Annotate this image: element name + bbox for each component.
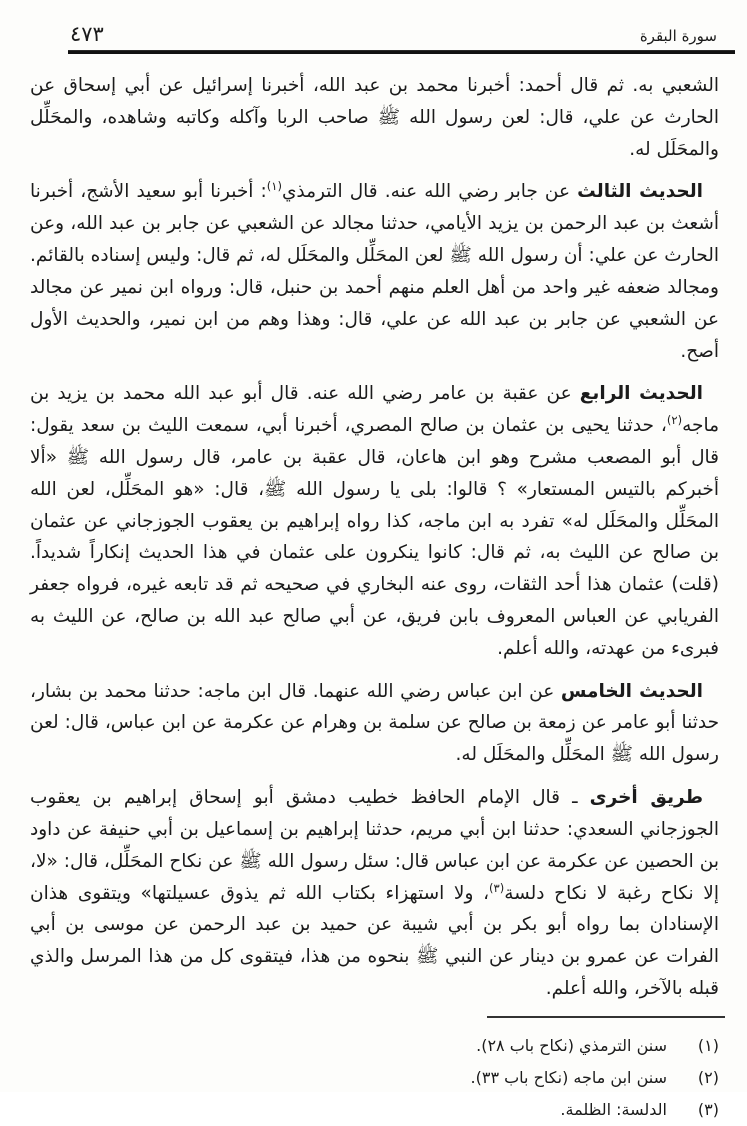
- paragraph-text: ، ولا استهزاء بكتاب الله ثم يذوق عسيلتها» ويتقوى هذان الإسنادان بما رواه أبو بكر بن أبي شيبة عن حميد بن عبد الرحمن عن موسى بن أبي الفرات عن عمرو بن دينار عن النبي ﷺ بنحوه من هذا، فيتقوى كل من هذا المرسل والذي قبله بالآخر، والله أعلم.: [30, 882, 719, 999]
- footnote-marker-1: (١): [266, 179, 282, 194]
- header-double-rule: [68, 50, 735, 54]
- footnote-number: (١): [697, 1035, 719, 1055]
- footnote-marker-3: (٣): [489, 880, 505, 895]
- paragraph-hadith-fourth: [30, 378, 719, 664]
- paragraph-hadith-fifth: [30, 676, 719, 771]
- hadith-lead: الحديث الثالث: [577, 181, 703, 203]
- paragraph-text: ـ قال الإمام الحافظ خطيب دمشق أبو إسحاق إبراهيم بن يعقوب الجوزجاني السعدي: حدثنا ابن أبي مريم، حدثنا إبراهيم بن إسماعيل بن أبي حنيفة عن داود بن الحصين عن عكرمة عن ابن عباس قال: سئل رسول الله ﷺ عن نكاح المحَلِّل، قال: «لا، إلا نكاح رغبة لا نكاح دلسة: [30, 787, 719, 904]
- paragraph-text: : أخبرنا أبو سعيد الأشج، أخبرنا أشعث بن عبد الرحمن بن يزيد الأيامي، حدثنا مجالد عن الشعبي عن جابر بن عبد الله، وعن الحارث عن علي: أن رسول الله ﷺ لعن المحَلِّل والمحَلَل له، ثم قال: وليس إسناده بالقائم. ومجالد ضعفه غير واحد من أهل العلم منهم أحمد بن حنبل، قال: ورواه ابن نمير عن مجالد عن الشعبي عن جابر بن عبد الله عن علي، قال: وهذا وهم من ابن نمير، والحديث الأول أصح.: [30, 181, 719, 362]
- paragraph-text: الشعبي به. ثم قال أحمد: أخبرنا محمد بن عبد الله، أخبرنا إسرائيل عن أبي إسحاق عن الحارث عن علي، قال: لعن رسول الله ﷺ صاحب الربا وآكله وكاتبه وشاهده، والمحَلِّل والمحَلَل له.: [30, 75, 719, 160]
- paragraph-text: ، حدثنا يحيى بن عثمان بن صالح المصري، أخبرنا أبي، سمعت الليث بن سعد يقول: قال أبو المصعب مشرح وهو ابن هاعان، قال عقبة بن عامر، قال رسول الله ﷺ «ألا أخبركم بالتيس المستعار» ؟ قالوا: بلى يا رسول الله ﷺ، قال: «هو المحَلِّل، لعن الله المحَلِّل والمحَلَل له» تفرد به ابن ماجه، كذا رواه إبراهيم بن يعقوب الجوزجاني عن عثمان بن صالح عن الليث به، ثم قال: كانوا ينكرون على عثمان في هذا الحديث إنكاراً شديداً. (قلت) عثمان هذا أحد الثقات، روى عنه البخاري في صحيحه ثم قد تابعه غيره، فرواه جعفر الفريابي عن العباس المعروف بابن فريق، عن أبي صالح عبد الله بن صالح، عن الليث به فبرىء من عهدته، والله أعلم.: [30, 415, 719, 659]
- footnote-text: الدلسة: الظلمة.: [560, 1099, 667, 1119]
- footnote-row: [30, 1094, 719, 1126]
- hadith-lead: الحديث الرابع: [579, 383, 703, 405]
- footnote-text: سنن ابن ماجه (نكاح باب ٣٣).: [470, 1067, 667, 1087]
- page-header: [30, 24, 719, 45]
- footnote-row: [30, 1030, 719, 1062]
- footnote-text: سنن الترمذي (نكاح باب ٢٨).: [476, 1035, 667, 1055]
- page-number: ٤٧٣: [70, 22, 104, 46]
- footnote-marker-2: (٢): [666, 413, 683, 428]
- paragraph-hadith-third: [30, 176, 719, 367]
- footnotes-section: [30, 1016, 719, 1126]
- surah-title: سورة البقرة: [639, 27, 717, 45]
- footnote-number: (٢): [697, 1067, 719, 1087]
- paragraph-text: عن ابن عباس رضي الله عنهما. قال ابن ماجه: حدثنا محمد بن بشار، حدثنا أبو عامر عن زمعة بن صالح عن سلمة بن وهرام عن عكرمة عن ابن عباس، قال: لعن رسول الله ﷺ المحَلِّل والمحَلَل له.: [30, 680, 719, 766]
- paragraph-text: عن عقبة بن عامر رضي الله عنه. قال أبو عبد الله محمد بن يزيد بن ماجه: [30, 383, 719, 437]
- hadith-lead: الحديث الخامس: [560, 680, 704, 702]
- paragraph-text: عن جابر رضي الله عنه. قال الترمذي: [281, 181, 578, 203]
- footnote-number: (٣): [697, 1099, 719, 1119]
- body-text: [30, 70, 719, 1016]
- paragraph-continuation: [30, 70, 719, 165]
- paragraph-other-route: [30, 782, 719, 1005]
- footnote-row: [30, 1062, 719, 1094]
- route-lead: طريق أخرى: [589, 787, 703, 809]
- footnote-separator-rule: [487, 1016, 725, 1018]
